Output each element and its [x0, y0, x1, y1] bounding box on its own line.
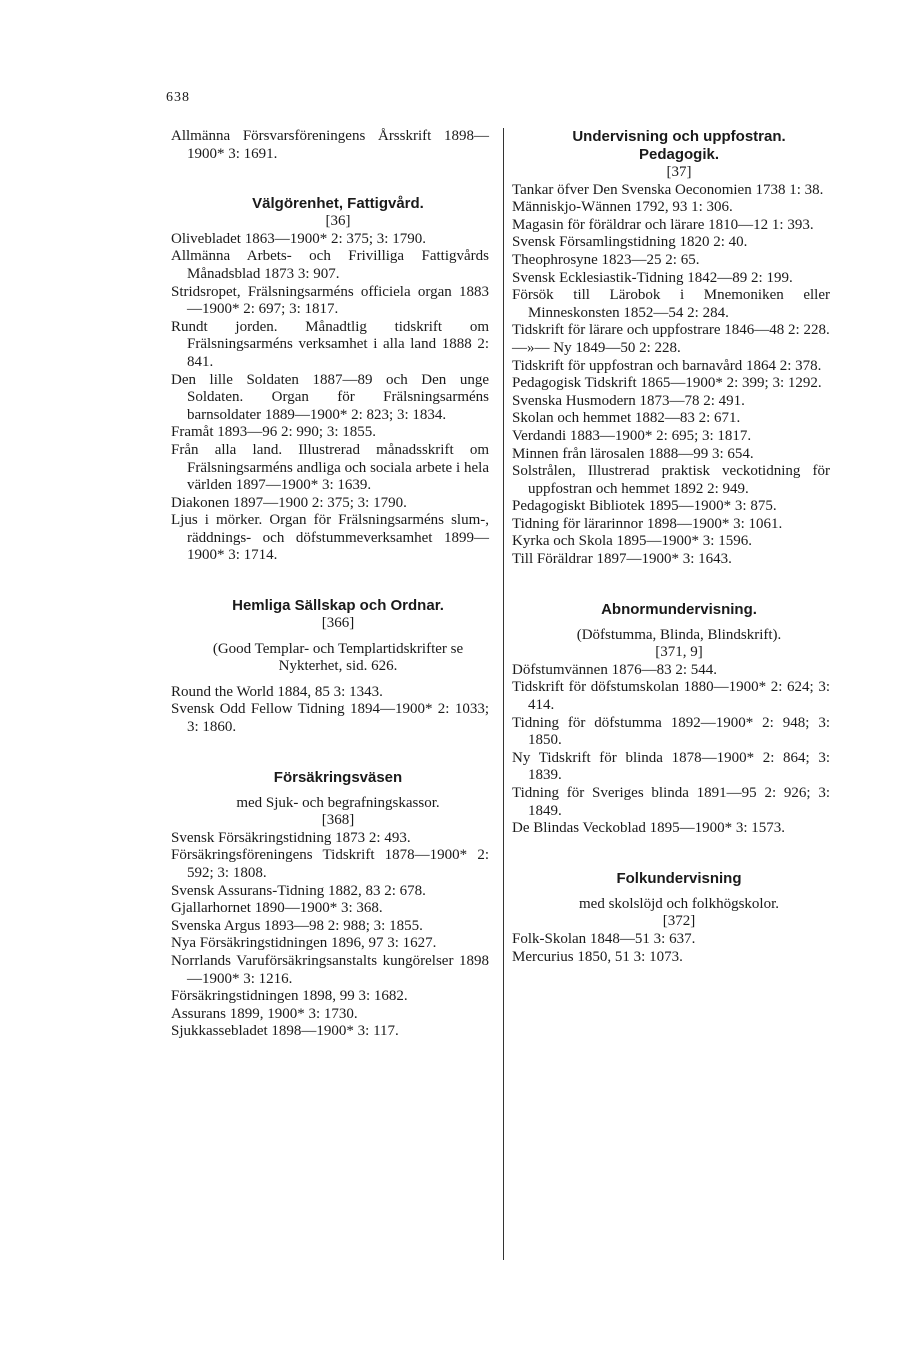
list-item: Försäkringsföreningens Tidskrift 1878—1900* 2: 592; 3: 1808. — [171, 847, 489, 881]
list-item: Försök till Lärobok i Mnemoniken eller Minneskonsten 1852—54 2: 284. — [512, 287, 830, 321]
list-item: Framåt 1893—96 2: 990; 3: 1855. — [171, 424, 376, 441]
list-item: Svensk Ecklesiastik-Tidning 1842—89 2: 199. — [512, 269, 793, 286]
list-item: Tidning för döfstumma 1892—1900* 2: 948; 3: 1850. — [512, 714, 830, 749]
list-item: Människjo-Wännen 1792, 93 1: 306. — [512, 199, 733, 216]
list-item: Svensk Assurans-Tidning 1882, 83 2: 678. — [171, 882, 426, 899]
list-item: Stridsropet, Frälsningsarméns officiela organ 1883—1900* 2: 697; 3: 1817. — [171, 283, 489, 318]
list-item: Rundt jorden. Månadtlig tidskrift om Frälsningsarméns verksamhet i alla land 1888 2: 841. — [171, 318, 489, 370]
list-item: —»— Ny 1849—50 2: 228. — [512, 339, 681, 356]
list-item: Svensk Odd Fellow Tidning 1894—1900* 2: 1033; 3: 1860. — [171, 701, 489, 736]
section-code: [366] — [321, 615, 355, 632]
list-item: Ljus i mörker. Organ för Frälsningsarméns slum-, räddnings- och döfstummeverksamhet 1899—1900* 3: 1714. — [171, 512, 489, 564]
list-item: Försäkringstidningen 1898, 99 3: 1682. — [171, 988, 408, 1005]
list-item: Round the World 1884, 85 3: 1343. — [171, 683, 383, 700]
section-heading-abnormundervisning: Abnormundervisning. — [601, 600, 757, 618]
list-item: Verdandi 1883—1900* 2: 695; 3: 1817. — [512, 427, 752, 444]
section-subtitle: med skolslöjd och folkhögskolor. — [579, 895, 779, 912]
list-item: Folk-Skolan 1848—51 3: 637. — [512, 930, 696, 947]
section-heading-hemliga-sallskap: Hemliga Sällskap och Ordnar. — [232, 597, 444, 615]
list-item: Mercurius 1850, 51 3: 1073. — [512, 948, 683, 965]
section-heading-undervisning: Undervisning och uppfostran. — [572, 128, 786, 145]
list-item: Diakonen 1897—1900 2: 375; 3: 1790. — [171, 494, 407, 511]
list-item: Kyrka och Skola 1895—1900* 3: 1596. — [512, 533, 752, 550]
list-item: Assurans 1899, 1900* 3: 1730. — [171, 1005, 358, 1022]
list-item: Norrlands Varuförsäkringsanstalts kungörelser 1898—1900* 3: 1216. — [171, 952, 489, 987]
list-item: Gjallarhornet 1890—1900* 3: 368. — [171, 900, 383, 917]
list-item: Ny Tidskrift för blinda 1878—1900* 2: 864; 3: 1839. — [512, 749, 830, 784]
list-item: Döfstumvännen 1876—83 2: 544. — [512, 661, 717, 678]
list-item: Från alla land. Illustrerad månadsskrift om Frälsningsarméns andliga och sociala arbete i hela världen 1897—1900* 3: 1639. — [171, 441, 489, 494]
section-note: (Good Templar- och Templartidskrifter se Nykterhet, sid. 626. — [212, 640, 464, 675]
list-item: Tidning för Sveriges blinda 1891—95 2: 926; 3: 1849. — [512, 785, 830, 819]
list-item: Svensk Församlingstidning 1820 2: 40. — [512, 234, 748, 251]
list-item: Skolan och hemmet 1882—83 2: 671. — [512, 410, 741, 427]
list-item: Sjukkassebladet 1898—1900* 3: 117. — [171, 1023, 399, 1040]
list-item: Allmänna Försvarsföreningens Årsskrift 1898—1900* 3: 1691. — [171, 128, 489, 162]
section-code: [372] — [662, 913, 696, 930]
list-item: Nya Försäkringstidningen 1896, 97 3: 1627. — [171, 935, 437, 952]
list-item: Till Föräldrar 1897—1900* 3: 1643. — [512, 551, 732, 568]
list-item: Tankar öfver Den Svenska Oeconomien 1738 1: 38. — [512, 181, 824, 198]
list-item: Svenska Argus 1893—98 2: 988; 3: 1855. — [171, 917, 423, 934]
column-divider — [503, 128, 504, 1260]
list-item: Magasin för föräldrar och lärare 1810—12 1: 393. — [512, 216, 814, 233]
list-item: Olivebladet 1863—1900* 2: 375; 3: 1790. — [171, 230, 426, 247]
page-number: 638 — [166, 90, 190, 105]
list-item: Minnen från lärosalen 1888—99 3: 654. — [512, 445, 754, 462]
list-item: Allmänna Arbets- och Frivilliga Fattigvårds Månadsblad 1873 3: 907. — [171, 248, 489, 282]
section-subtitle: (Döfstumma, Blinda, Blindskrift). — [576, 626, 782, 643]
section-heading-folkundervisning: Folkundervisning — [616, 869, 742, 887]
list-item: De Blindas Veckoblad 1895—1900* 3: 1573. — [512, 820, 786, 837]
section-heading-valgorenhet: Välgörenhet, Fattigvård. — [252, 195, 424, 213]
list-item: Svenska Husmodern 1873—78 2: 491. — [512, 392, 745, 409]
right-column — [512, 128, 830, 966]
section-code: [371, 9] — [655, 644, 703, 661]
list-item: Tidskrift för lärare och uppfostrare 1846—48 2: 228. — [512, 322, 830, 339]
left-column — [171, 128, 489, 1041]
section-code: [368] — [321, 812, 355, 829]
list-item: Svensk Försäkringstidning 1873 2: 493. — [171, 829, 411, 846]
section-code: [36] — [325, 213, 351, 230]
list-item: Tidning för lärarinnor 1898—1900* 3: 1061. — [512, 515, 783, 532]
section-heading-pedagogik: Pedagogik. — [638, 146, 720, 163]
list-item: Pedagogisk Tidskrift 1865—1900* 2: 399; 3: 1292. — [512, 375, 822, 392]
list-item: Pedagogiskt Bibliotek 1895—1900* 3: 875. — [512, 498, 777, 515]
section-subtitle: med Sjuk- och begrafningskassor. — [236, 794, 440, 811]
list-item: Solstrålen, Illustrerad praktisk veckotidning för uppfostran och hemmet 1892 2: 949. — [512, 463, 830, 497]
section-code: [37] — [666, 164, 692, 180]
list-item: Den lille Soldaten 1887—89 och Den unge Soldaten. Organ för Frälsningsarméns barnsoldater 1889—1900* 2: 823; 3: 1834. — [171, 371, 489, 423]
list-item: Tidskrift för döfstumskolan 1880—1900* 2: 624; 3: 414. — [512, 679, 830, 714]
section-heading-forsakringsvasen: Försäkringsväsen — [273, 768, 403, 786]
list-item: Tidskrift för uppfostran och barnavård 1864 2: 378. — [512, 357, 822, 374]
list-item: Theophrosyne 1823—25 2: 65. — [512, 251, 700, 268]
